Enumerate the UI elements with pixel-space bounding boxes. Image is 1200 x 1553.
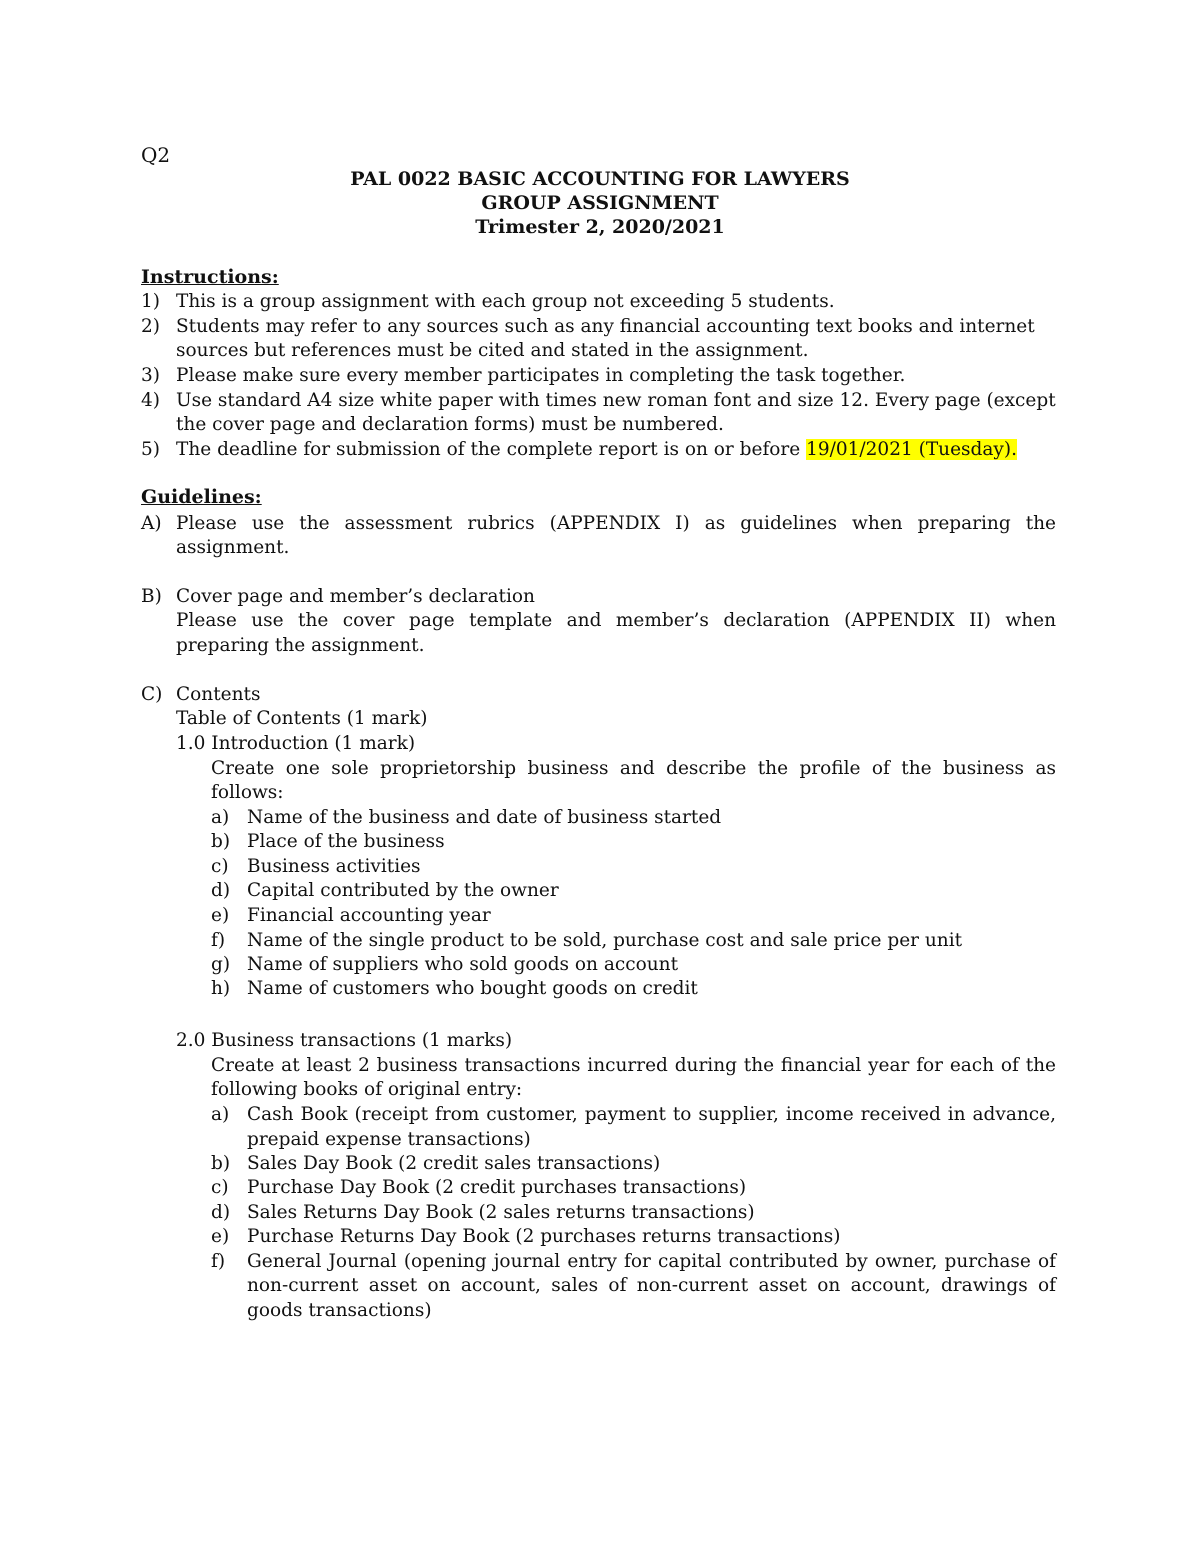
list-text: Name of suppliers who sold goods on account	[247, 954, 679, 975]
list-text: Place of the business	[247, 831, 445, 852]
list-text: Name of the business and date of business started	[247, 807, 722, 828]
item-number: 5)	[141, 439, 160, 460]
list-text: Name of the single product to be sold, purchase cost and sale price per unit	[247, 930, 963, 951]
list-text: General Journal (opening journal entry for capital contributed by owner, purchase of	[247, 1251, 1056, 1272]
list-text: Name of customers who bought goods on credit	[247, 978, 698, 999]
list-label: a)	[211, 807, 230, 828]
item-text: Use standard A4 size white paper with times new roman font and size 12. Every page (except	[176, 390, 1056, 411]
list-label: d)	[211, 1202, 231, 1223]
item-text: the cover page and declaration forms) must be numbered.	[176, 414, 724, 435]
list-label: c)	[211, 856, 229, 877]
item-text: This is a group assignment with each group not exceeding 5 students.	[176, 291, 835, 312]
guideline-heading: Contents	[176, 684, 261, 705]
guideline-label: B)	[141, 586, 162, 607]
deadline-sentence: The deadline for submission of the complete report is on or before	[176, 439, 807, 460]
intro-text: Create one sole proprietorship business and describe the profile of the business as	[211, 758, 1056, 779]
guideline-label: C)	[141, 684, 163, 705]
list-text: Capital contributed by the owner	[247, 880, 559, 901]
list-text: Sales Returns Day Book (2 sales returns transactions)	[247, 1202, 755, 1223]
list-label: f)	[211, 1251, 226, 1272]
intro-heading: 1.0 Introduction (1 mark)	[176, 733, 416, 754]
item-number: 2)	[141, 316, 160, 337]
guideline-text: preparing the assignment.	[176, 635, 425, 656]
term-title: Trimester 2, 2020/2021	[475, 216, 725, 238]
list-label: e)	[211, 905, 230, 926]
assignment-title: GROUP ASSIGNMENT	[481, 192, 719, 214]
question-label: Q2	[141, 143, 171, 167]
list-label: d)	[211, 880, 231, 901]
guideline-label: A)	[141, 513, 162, 534]
item-text: sources but references must be cited and stated in the assignment.	[176, 340, 809, 361]
item-number: 3)	[141, 365, 160, 386]
intro-text: follows:	[211, 782, 284, 803]
guideline-text: Please use the cover page template and member’s declaration (APPENDIX II) when	[176, 610, 1056, 631]
deadline-highlight: 19/01/2021 (Tuesday).	[806, 439, 1017, 460]
guideline-text: Please use the assessment rubrics (APPENDIX I) as guidelines when preparing the	[176, 513, 1056, 534]
list-text: Cash Book (receipt from customer, payment to supplier, income received in advance,	[247, 1104, 1056, 1125]
list-label: c)	[211, 1177, 229, 1198]
list-label: e)	[211, 1226, 230, 1247]
item-text: Students may refer to any sources such as any financial accounting text books and internet	[176, 316, 1035, 337]
list-text: Sales Day Book (2 credit sales transactions)	[247, 1153, 661, 1174]
list-text: Business activities	[247, 856, 421, 877]
list-label: f)	[211, 930, 226, 951]
list-label: b)	[211, 831, 231, 852]
item-text	[176, 438, 1017, 462]
instructions-heading: Instructions:	[141, 266, 279, 288]
toc-line: Table of Contents (1 mark)	[176, 708, 428, 729]
transactions-text: following books of original entry:	[211, 1079, 523, 1100]
list-label: a)	[211, 1104, 230, 1125]
guidelines-heading: Guidelines:	[141, 486, 262, 508]
item-number: 4)	[141, 390, 160, 411]
transactions-heading: 2.0 Business transactions (1 marks)	[176, 1030, 513, 1051]
item-number: 1)	[141, 291, 160, 312]
list-text: Purchase Returns Day Book (2 purchases returns transactions)	[247, 1226, 841, 1247]
course-title: PAL 0022 BASIC ACCOUNTING FOR LAWYERS	[350, 168, 850, 190]
list-text: goods transactions)	[247, 1300, 432, 1321]
transactions-text: Create at least 2 business transactions incurred during the financial year for each of the	[211, 1055, 1056, 1076]
list-label: g)	[211, 954, 231, 975]
list-label: h)	[211, 978, 231, 999]
guideline-text: assignment.	[176, 537, 290, 558]
item-text: Please make sure every member participates in completing the task together.	[176, 365, 906, 386]
list-text: non-current asset on account, sales of non-current asset on account, drawings of	[247, 1275, 1056, 1296]
list-text: prepaid expense transactions)	[247, 1129, 531, 1150]
guideline-heading: Cover page and member’s declaration	[176, 586, 535, 607]
list-text: Purchase Day Book (2 credit purchases transactions)	[247, 1177, 747, 1198]
list-label: b)	[211, 1153, 231, 1174]
list-text: Financial accounting year	[247, 905, 491, 926]
